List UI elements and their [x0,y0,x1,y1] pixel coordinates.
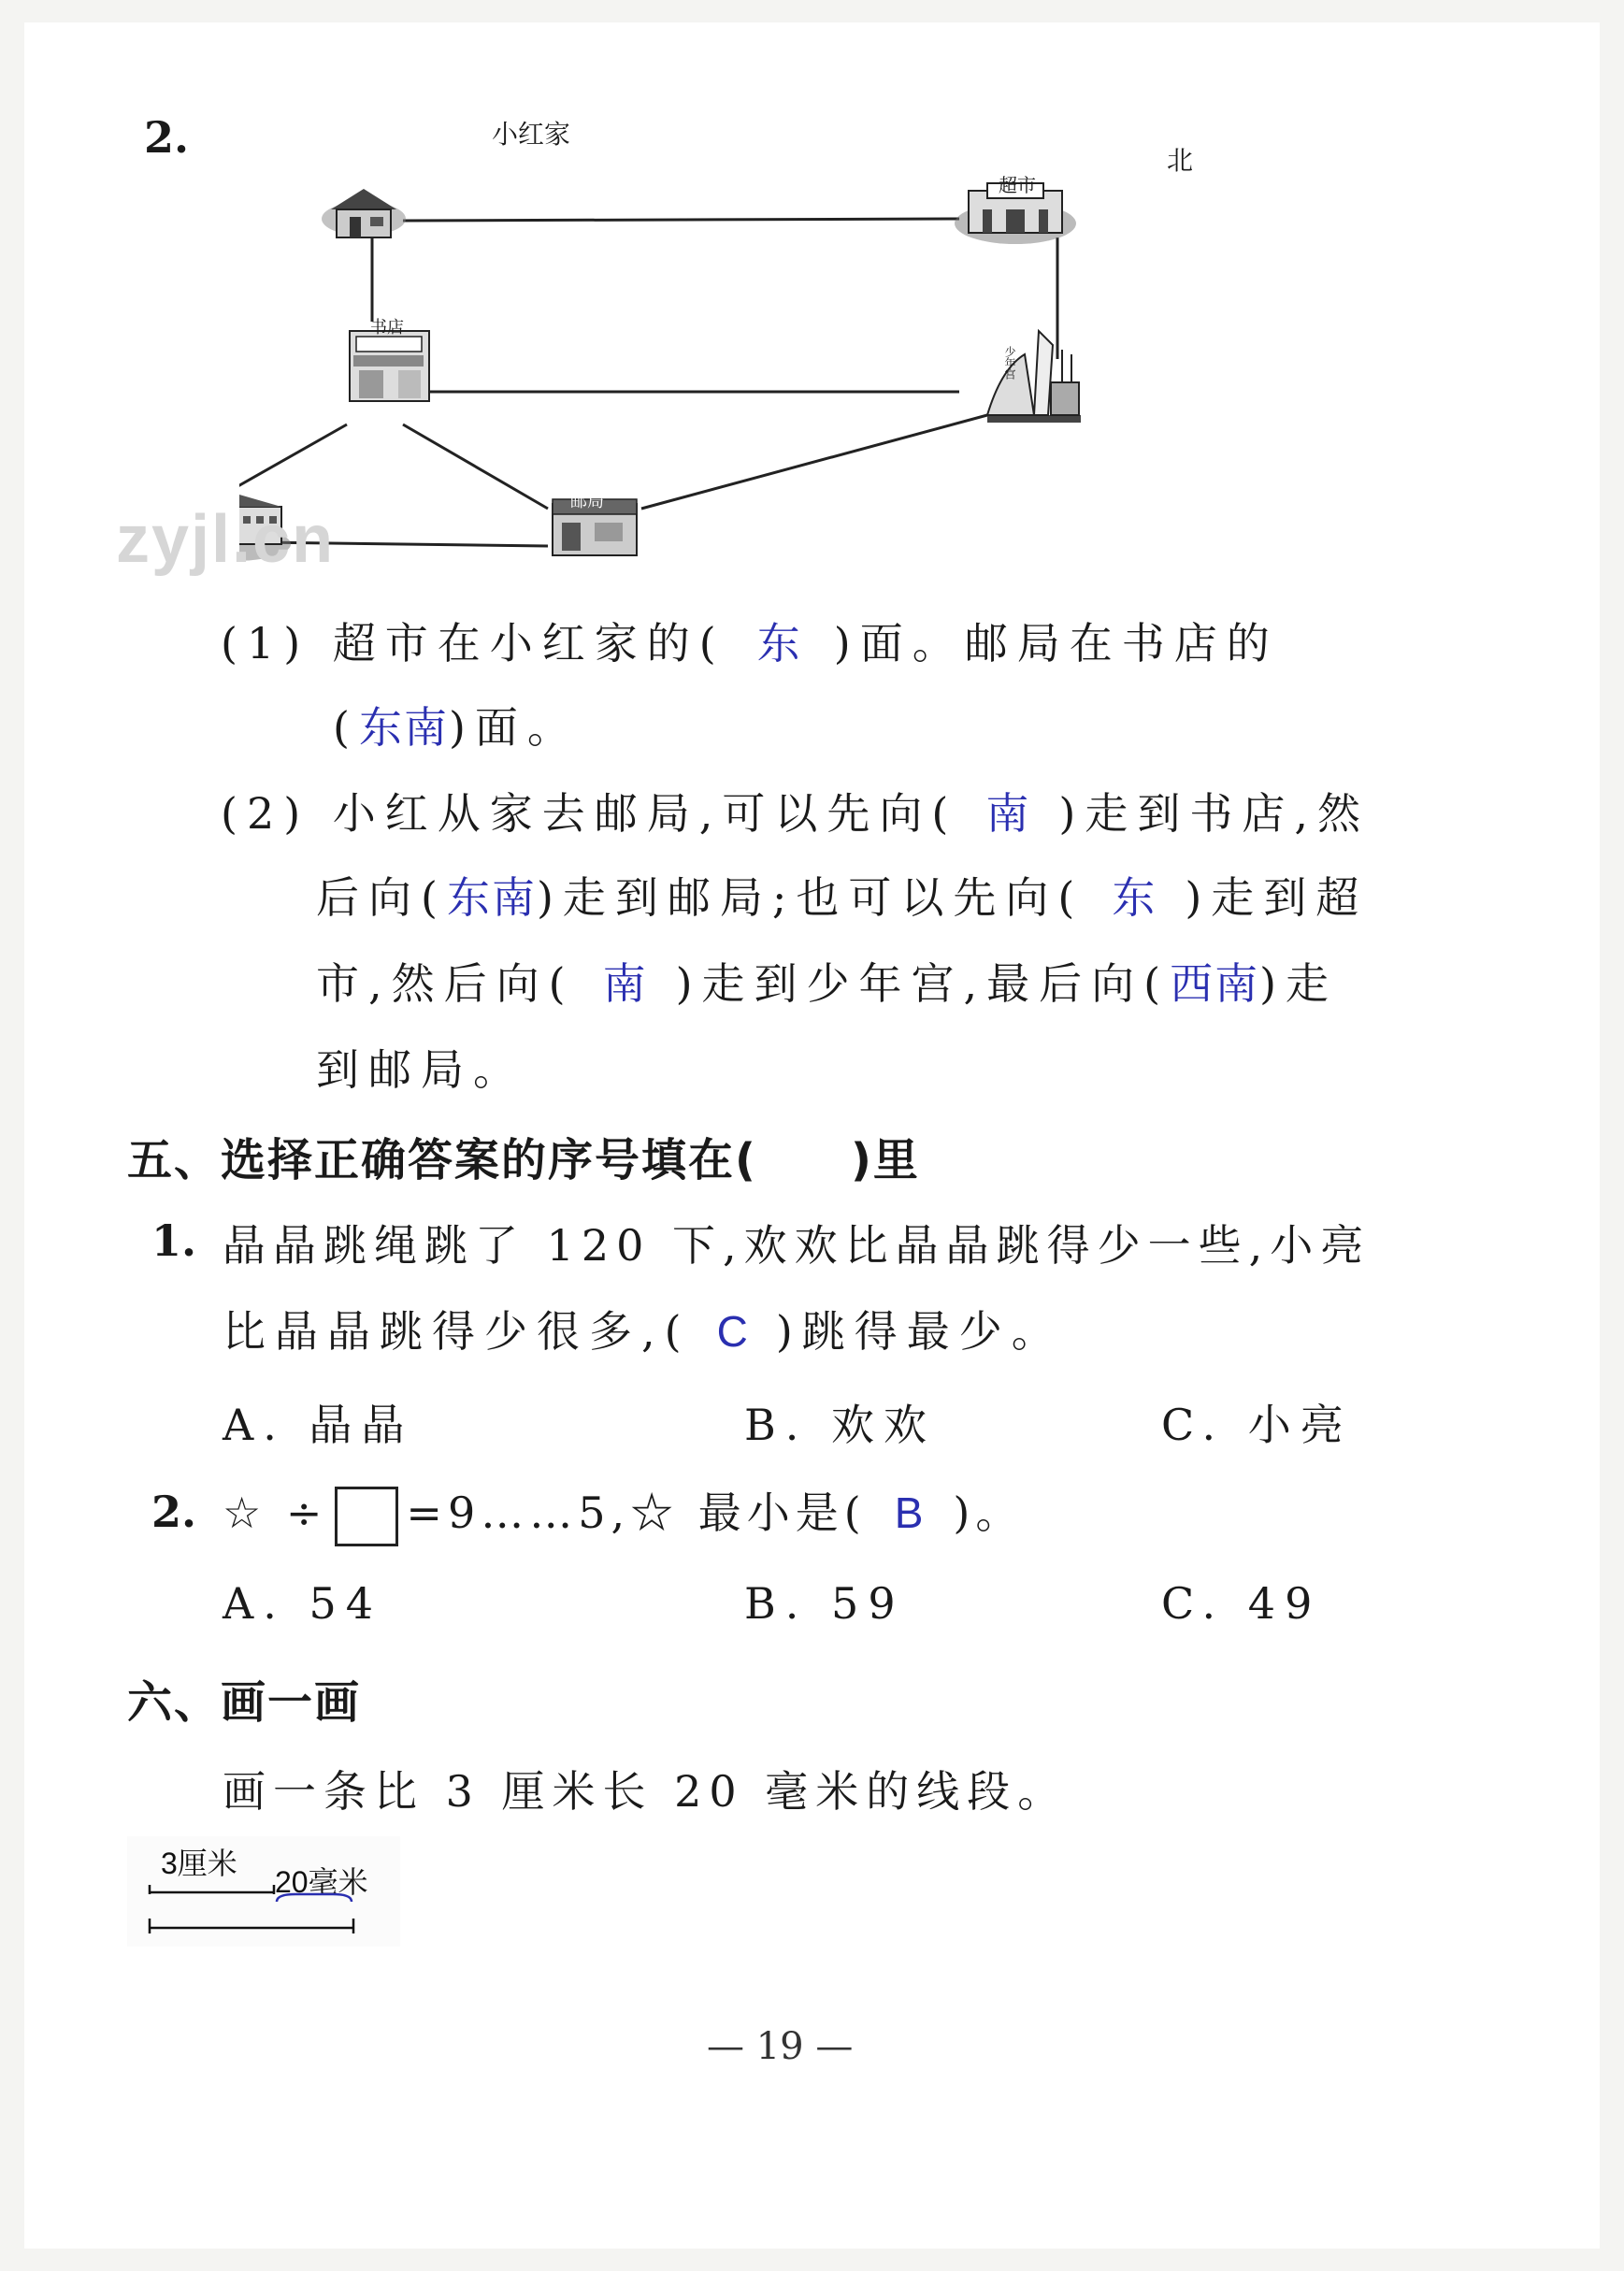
north-label: 北 [1167,145,1194,176]
s5-q1-option-c: C. 小亮 [1161,1400,1353,1450]
sub2-answer-1: 南 [985,789,1031,838]
sub2-text-b: )走到书店,然 [1058,788,1370,839]
s5-q1-line1: 晶晶跳绳跳了 120 下,欢欢比晶晶跳得少一些,小亮 [223,1220,1372,1271]
sub2-text-c: 后向( [316,872,447,923]
sub1-label: (1) [221,618,310,668]
s5-q1-answer: C [716,1307,750,1356]
sub2-line3 [316,950,1338,1012]
sub1-answer-2: 东南 [358,703,449,752]
s5-q2-answer: B [894,1488,926,1537]
sub2-line4: 到邮局。 [316,1044,525,1095]
sub2-text-e: )走到超 [1185,872,1369,923]
sub1-line1 [221,610,1279,671]
road-home-supermarket [403,219,959,221]
blank-box [335,1487,398,1546]
s5-q2-number: 2. [151,1487,197,1537]
sub2-answer-5: 西南 [1170,959,1260,1008]
sub2-text-h: )走 [1259,958,1339,1009]
s5-q1-line2 [223,1298,1064,1359]
s5-q2-option-a: A. 54 [223,1578,382,1629]
section-6-title: 六、画一画 [127,1676,362,1729]
supermarket-sign: 超市 [999,174,1036,196]
section-5-title: 五、选择正确答案的序号填在( )里 [127,1134,920,1186]
s5-q2-option-c: C. 49 [1161,1578,1322,1629]
s5-q1-option-b: B. 欢欢 [744,1400,937,1450]
question-2-number: 2. [144,112,190,163]
sub2-line2 [316,864,1368,926]
bookstore-sign: 书店 [370,318,404,338]
s5-q1-text-b: )跳得最少。 [775,1306,1064,1357]
sub2-answer-2: 东南 [446,873,537,922]
s5-q2-line [223,1479,1024,1546]
postoffice-sign: 邮局 [570,492,604,511]
bookstore-building [350,331,429,401]
sub1-text-b: )面。邮局在书店的 [833,618,1279,668]
palace-sign: 少年宫 [1003,346,1016,380]
sub2-label: (2) [221,788,310,839]
s5-q1-number: 1. [151,1215,197,1266]
watermark: zyjl.cn [116,502,336,577]
s5-q1-option-a: A. 晶晶 [223,1400,414,1450]
label-3cm: 3厘米 [161,1847,237,1880]
sub2-answer-4: 南 [602,959,648,1008]
segment-drawing [146,1879,398,1945]
s5-q2-star-div: ☆ ÷ [223,1488,328,1538]
page-number: — 19 — [707,2025,854,2068]
road-bookstore-school [239,424,347,504]
worksheet-page [24,22,1600,2249]
home-building [322,189,406,237]
s5-q2-end: )。 [953,1488,1025,1538]
road-bookstore-postoffice [403,424,548,509]
s6-instruction: 画一条比 3 厘米长 20 毫米的线段。 [223,1766,1069,1817]
sub1-text-a: 超市在小红家的( [332,618,726,668]
sub2-answer-3: 东 [1112,873,1157,922]
sub1-answer-1: 东 [756,619,802,668]
sub2-line1 [221,780,1370,841]
sub1-text-d: )面。 [448,702,580,753]
sub1-line2 [333,694,580,755]
s5-q1-text-a: 比晶晶跳得少很多,( [223,1306,691,1357]
home-label: 小红家 [492,119,571,150]
sub2-text-f: 市,然后向( [316,958,575,1009]
palace-building [987,331,1081,423]
sub1-text-c: ( [333,702,359,753]
sub2-text-g: )走到少年宫,最后向( [675,958,1171,1009]
s5-q2-option-b: B. 59 [744,1578,905,1629]
road-palace-postoffice [641,415,987,509]
s5-q2-rest: =9……5,☆ 最小是( [406,1488,867,1538]
sub2-text-a: 小红从家去邮局,可以先向( [332,788,958,839]
sub2-text-d: )走到邮局;也可以先向( [536,872,1085,923]
label-20mm: 20毫米 [275,1865,368,1899]
